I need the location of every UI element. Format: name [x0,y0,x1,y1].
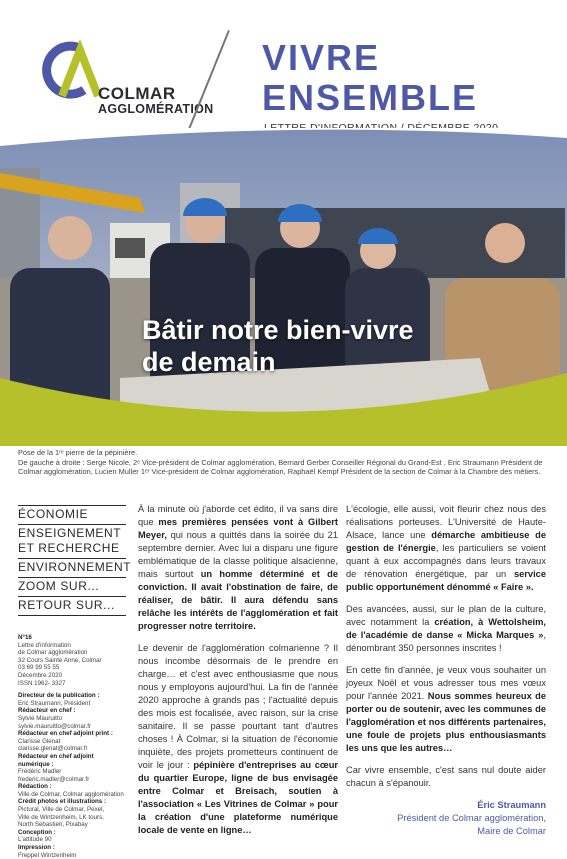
credit-value: North Sebastien, Pixabay [18,821,88,829]
issue-number: N°16 [18,634,32,641]
emphasis-text: création, à Wettolsheim, de l'académie de danse « Micka Marques » [346,617,546,640]
caption-line2: De gauche à droite : Serge Nicole, 2ᵉ Vice-président de Colmar agglomération, Bernard Gerber Conseiller Régional du Grand-Est , Eric Straumann Président de Colmar agglomération, Lucien Muller 1ᵉʳ Vice-président de Colmar agglomération, Raphaël Kempf Président de la section de Colmar à la Chambre des métiers. [18,457,543,477]
logo-agglomeration-text: AGGLOMÉRATION [98,102,214,116]
editorial-column-2 [346,503,546,838]
emphasis-text: service public opportunément dénommé « Faire ». [346,569,546,592]
credit-label: Rédacteur en chef adjoint numérique : [18,752,94,768]
body-text: À la minute où j'aborde cet édito, il va sans dire que [138,504,338,527]
editorial-paragraph [138,642,338,837]
body-text: Des avancées, aussi, sur le plan de la culture, avec notamment la [346,604,546,627]
ceremony-photo-illustration [0,128,567,446]
logo-colmar-text: COLMAR [98,84,176,103]
toc-item-environnement[interactable]: ENVIRONNEMENT [18,559,126,578]
colmar-agglomeration-logo[interactable] [40,40,214,120]
credit-value: Clarisse Glenat [18,737,61,745]
credit-label: Rédaction : [18,783,52,791]
credit-value: Pictural, Ville de Colmar, Pexel, [18,806,105,814]
credit-label: Directeur de la publication : [18,692,100,700]
signature-name: Éric Straumann [477,800,546,810]
masthead-title-line2: ENSEMBLE [262,77,479,118]
hero-headline [142,314,414,378]
body-text: qui nous a quittés dans la soirée du 21 septembre dernier. Avec lui a disparu une figure emblématique de la classe politique alsacienne, mais surtout [138,530,338,579]
colophon [18,634,126,859]
editorial-column-1 [138,503,338,846]
credit-value: Ville de Colmar, Colmar agglomération [18,790,124,798]
toc-item-economie[interactable]: ÉCONOMIE [18,505,126,525]
address-line: 32 Cours Sainte Anne, Colmar [18,656,102,664]
credit-email[interactable]: clarisse.glenat@colmar.fr [18,745,88,753]
sidebar [18,505,132,859]
table-of-contents [18,505,132,616]
emphasis-text: démarche ambitieuse de gestion de l'énergie [346,530,546,553]
emphasis-text: Nous sommes heureux de porter ou de soutenir, avec les communes de l'agglomération et nos différents partenaires, une foule de projets plus enthousiasmants les uns que les autres… [346,691,546,753]
signature-role: Président de Colmar agglomération, [397,813,546,823]
editorial-paragraph [346,503,546,594]
editorial-paragraph [346,603,546,655]
address-line: Décembre 2020 [18,671,63,679]
credit-label: Rédacteur en chef adjoint print : [18,730,113,738]
toc-item-enseignement[interactable]: ENSEIGNEMENT ET RECHERCHE [18,525,126,559]
credit-value: Freppel Wintzenheim [18,851,77,859]
caption-line1: Pose de la 1ʳᵉ pierre de la pépinière. [18,448,138,457]
editorial-paragraph [346,764,546,790]
signature [346,799,546,838]
emphasis-text: mes premières pensées vont à Gilbert Meyer, [138,517,338,540]
emphasis-text: pépinière d'entreprises au cœur du quartier Europe, ligne de bus envisagée entre Colmar et Breisach, soutien à l'association « Les Vitrines de Colmar » pour la création d'une plateforme numérique locale de vente en ligne… [138,760,339,835]
ca-logo-icon [40,40,100,100]
credit-value: L'attitude 90 [18,836,52,844]
credit-value: Frédéric Madler [18,768,62,776]
signature-role: Maire de Colmar [477,826,546,836]
credit-label: Rédacteur en chef : [18,707,76,715]
body-text: , dénombrant 350 personnes inscrites ! [346,630,546,653]
photo-caption [18,448,553,477]
address-line: de Colmar agglomération [18,649,88,657]
toc-item-retour[interactable]: RETOUR SUR... [18,597,126,616]
hero-photo [0,128,567,446]
body-text: En cette fin d'année, je veux vous souhaiter un joyeux Noël et vous adresser tous mes vœux pour l'année 2021. [346,665,546,701]
credit-label: Impression : [18,844,55,852]
emphasis-text: un homme déterminé et de conviction. Il avait l'obstination de faire, de réaliser, de bâtir. Il aura défendu sans relâche les intérêts de l'agglomération et fait progresser notre territoire. [138,569,338,631]
credit-value: Eric Straumann, Président [18,699,91,707]
hero-headline-line1: Bâtir notre bien-vivre [142,315,414,345]
hero-headline-line2: de demain [142,347,276,377]
address-line: ISSN 1962- 3327 [18,679,66,687]
credit-email[interactable]: sylvie.mauruitto@colmar.fr [18,722,91,730]
editorial-paragraph [346,664,546,755]
credit-value: Sylvie Mauruitto [18,714,63,722]
editorial-paragraph [138,503,338,633]
toc-item-zoom[interactable]: ZOOM SUR... [18,578,126,597]
credit-value: Ville de Wintzenheim, LK tours, [18,813,104,821]
credit-label: Crédit photos et illustrations : [18,798,107,806]
address-line: Lettre d'information [18,641,71,649]
address-line: 03 69 99 55 55 [18,664,60,672]
credit-label: Conception : [18,828,56,836]
body-text: Le devenir de l'agglomération colmarienne ? Il nous incombe désormais de le prendre en charge… et c'est avec enthousiasme que nous nous y employons aujourd'hui. La fin de l'année 2020 approche à grands pas ; l'actualité depuis des mois est focalisée, avec raison, sur la crise sanitaire. Il se passe pourtant tant d'autres choses ! À Colmar, si la situation de l'économie inquiète, des projets prometteurs continuent de voir le jour : [138,643,338,770]
body-text: L'écologie, elle aussi, voit fleurir chez nous des réalisations porteuses. L'Université de Haute-Alsace, lance une [346,504,546,540]
body-text: , les particuliers se voient quant à eux accompagnés dans leurs travaux de rénovation énergétique, par un [346,543,546,579]
credit-email[interactable]: frederic.madler@colmar.fr [18,775,90,783]
masthead-title-line1: VIVRE [262,37,381,78]
body-text: Car vivre ensemble, c'est sans nul doute aider chacun à s'épanouir. [346,765,546,788]
